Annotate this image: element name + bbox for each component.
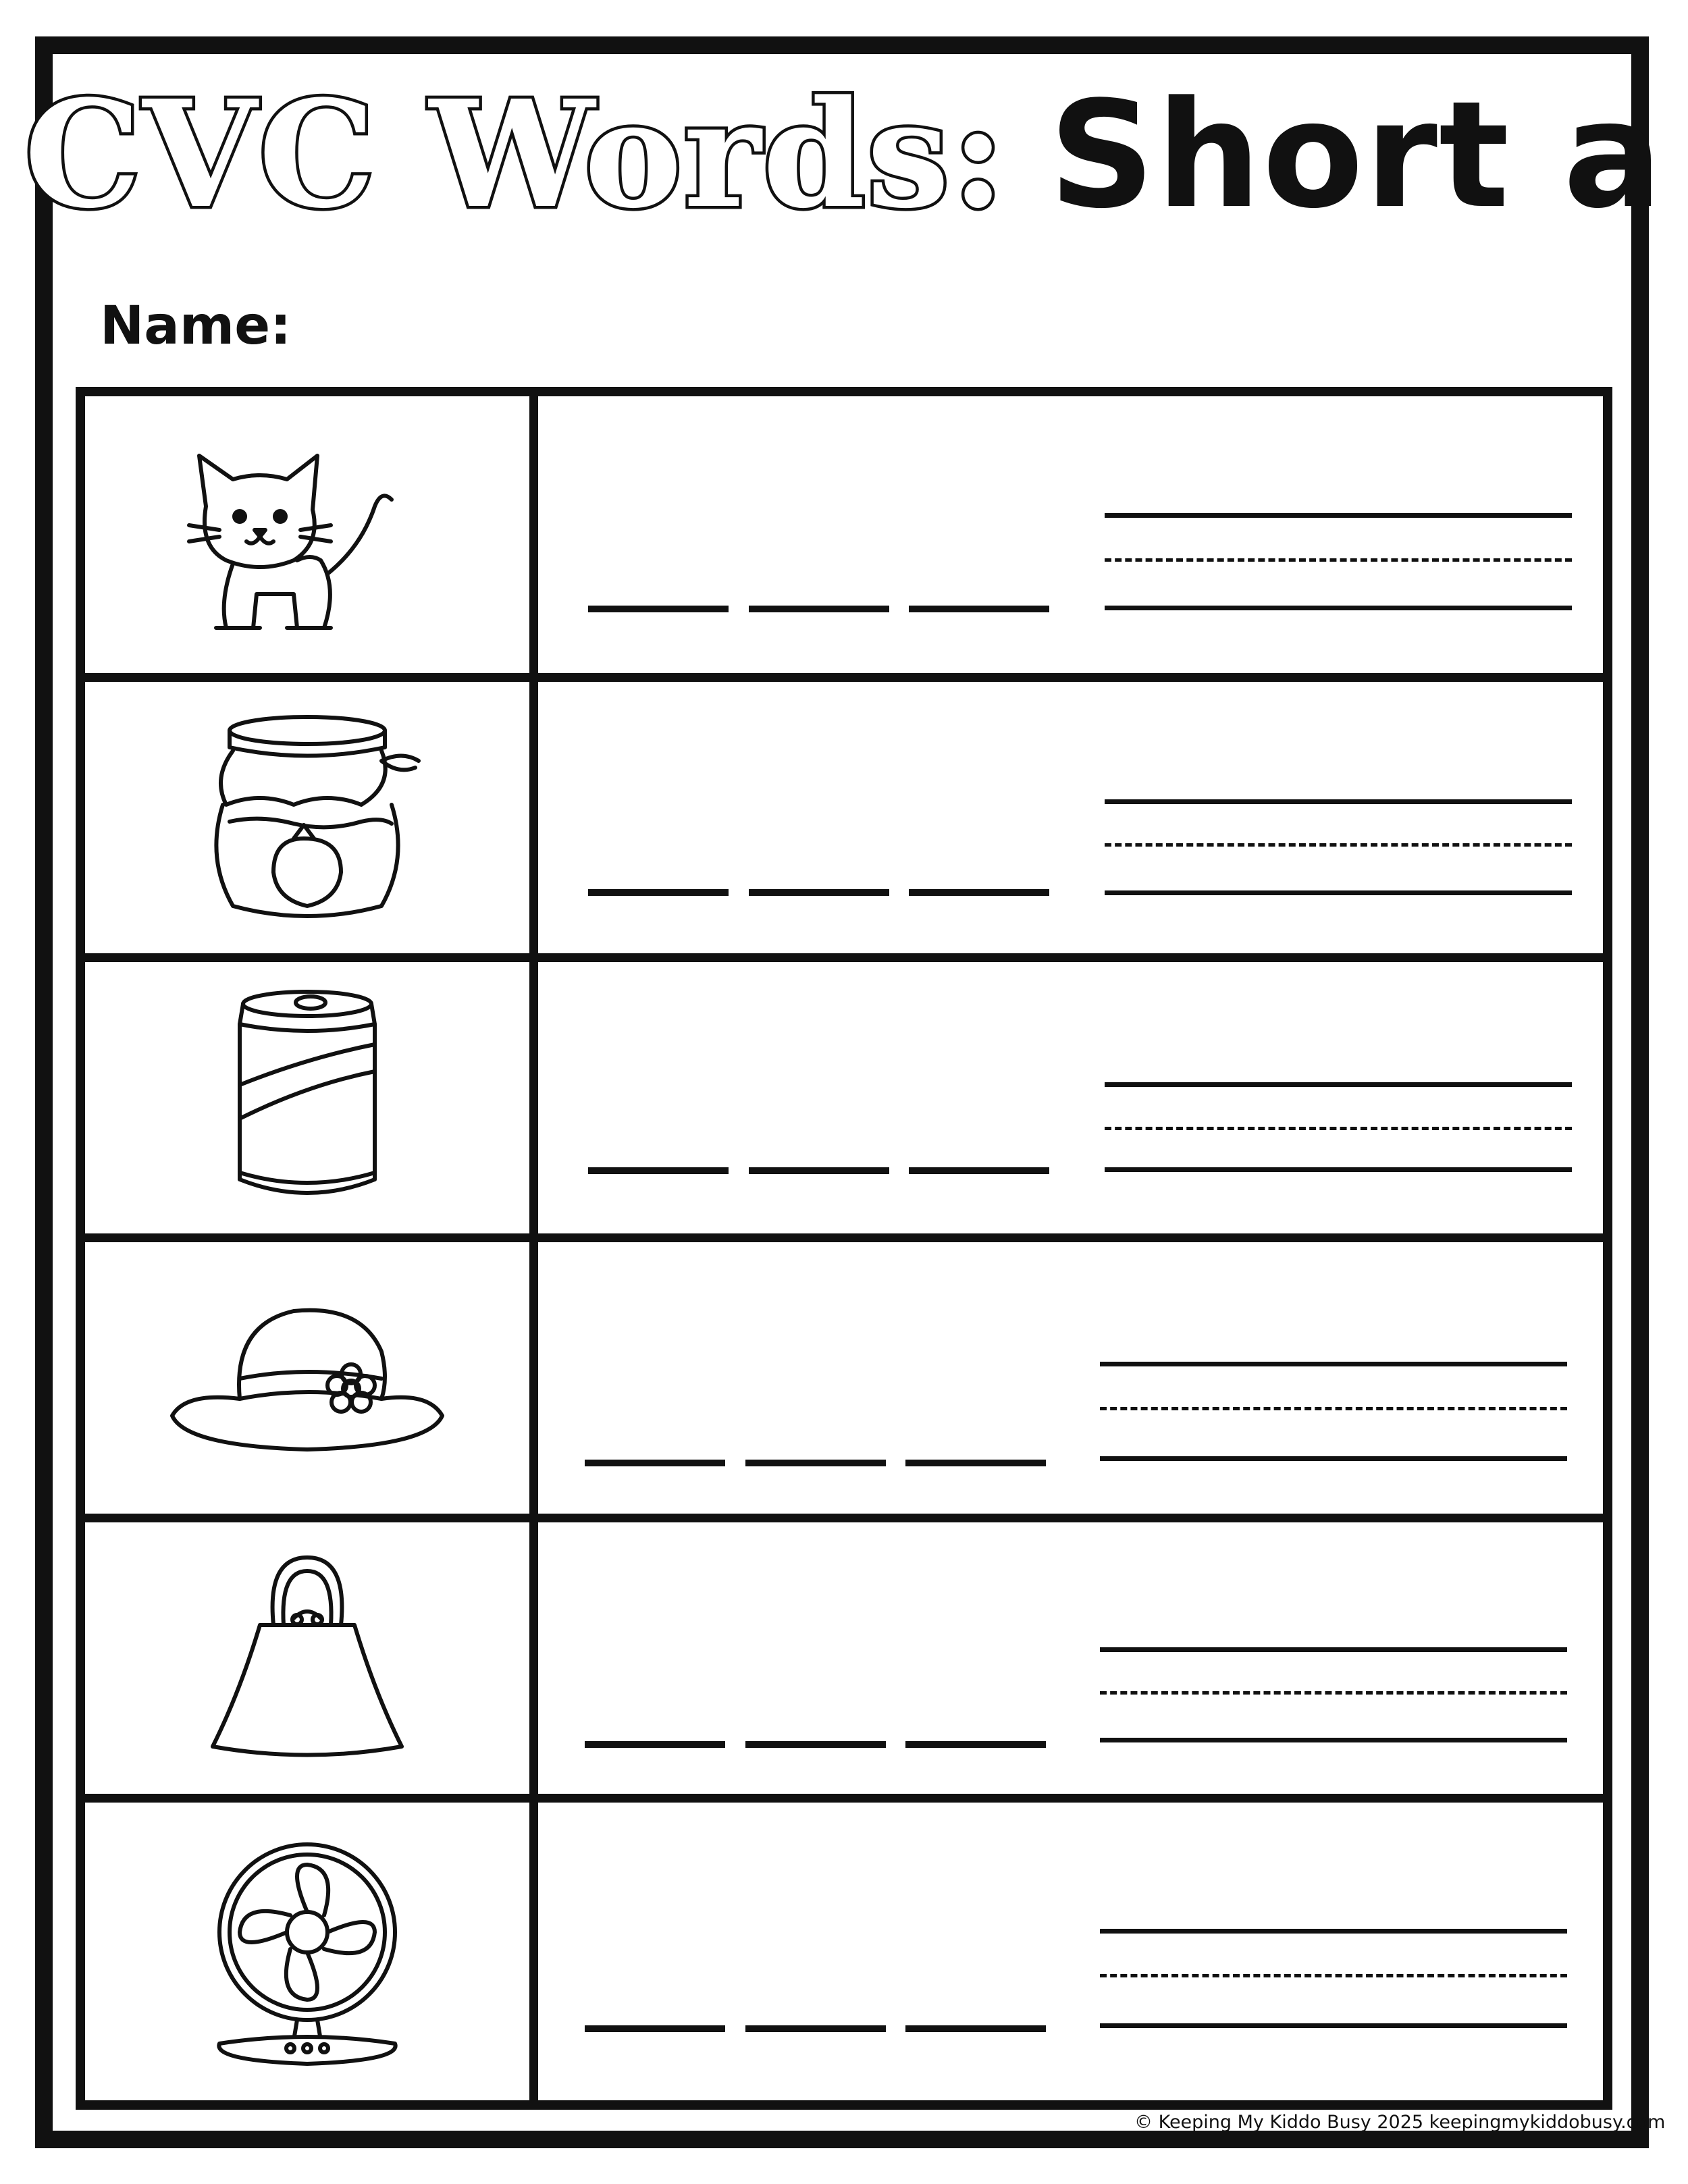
jam-jar-icon [159, 703, 456, 933]
handwriting-mid-line [1100, 1974, 1567, 1977]
name-label: Name: [100, 296, 292, 356]
letter-blank [749, 1167, 889, 1174]
row-divider [85, 1794, 1603, 1803]
letter-blank [585, 1741, 725, 1748]
fan-icon [159, 1838, 456, 2067]
row-divider [85, 673, 1603, 682]
letter-blank [909, 1167, 1049, 1174]
title-part-1: CVC Words: [24, 68, 1007, 241]
page-title [0, 68, 1688, 241]
title-part-2: Short a [1049, 70, 1664, 241]
letter-blank [909, 889, 1049, 896]
letter-blank [588, 606, 729, 612]
row-divider [85, 953, 1603, 962]
letter-blank [745, 1460, 886, 1466]
handwriting-mid-line [1105, 558, 1572, 562]
handwriting-top-line [1105, 513, 1572, 518]
letter-blank [585, 2025, 725, 2032]
handwriting-top-line [1100, 1929, 1567, 1934]
picture-cell [85, 410, 529, 670]
handwriting-base-line [1105, 1167, 1572, 1172]
handwriting-mid-line [1105, 843, 1572, 847]
handwriting-mid-line [1100, 1407, 1567, 1410]
soda-can-icon [159, 984, 456, 1213]
letter-blank [588, 1167, 729, 1174]
handwriting-mid-line [1100, 1691, 1567, 1695]
handwriting-base-line [1100, 1456, 1567, 1461]
handwriting-top-line [1105, 1082, 1572, 1087]
row-divider [85, 1233, 1603, 1242]
handbag-icon [159, 1544, 456, 1774]
letter-blank [749, 606, 889, 612]
handwriting-base-line [1105, 890, 1572, 895]
picture-cell [85, 1807, 529, 2098]
picture-cell [85, 1247, 529, 1510]
letter-blank [749, 889, 889, 896]
letter-blank [909, 606, 1049, 612]
handwriting-base-line [1105, 606, 1572, 610]
letter-blank [585, 1460, 725, 1466]
letter-blank [745, 1741, 886, 1748]
handwriting-base-line [1100, 1738, 1567, 1742]
worksheet-table [76, 387, 1612, 2110]
handwriting-base-line [1100, 2023, 1567, 2028]
hat-icon [159, 1264, 456, 1493]
handwriting-top-line [1100, 1647, 1567, 1652]
letter-blank [745, 2025, 886, 2032]
column-divider [529, 396, 538, 2100]
handwriting-mid-line [1105, 1127, 1572, 1130]
letter-blank [588, 889, 729, 896]
handwriting-top-line [1100, 1362, 1567, 1366]
picture-cell [85, 687, 529, 950]
picture-cell [85, 967, 529, 1230]
picture-cell [85, 1527, 529, 1790]
letter-blank [905, 1460, 1046, 1466]
cat-icon [159, 425, 456, 655]
copyright-footer: © Keeping My Kiddo Busy 2025 keepingmykiddobusy.com [1134, 2112, 1666, 2133]
handwriting-top-line [1105, 799, 1572, 804]
letter-blank [905, 1741, 1046, 1748]
row-divider [85, 1514, 1603, 1522]
letter-blank [905, 2025, 1046, 2032]
